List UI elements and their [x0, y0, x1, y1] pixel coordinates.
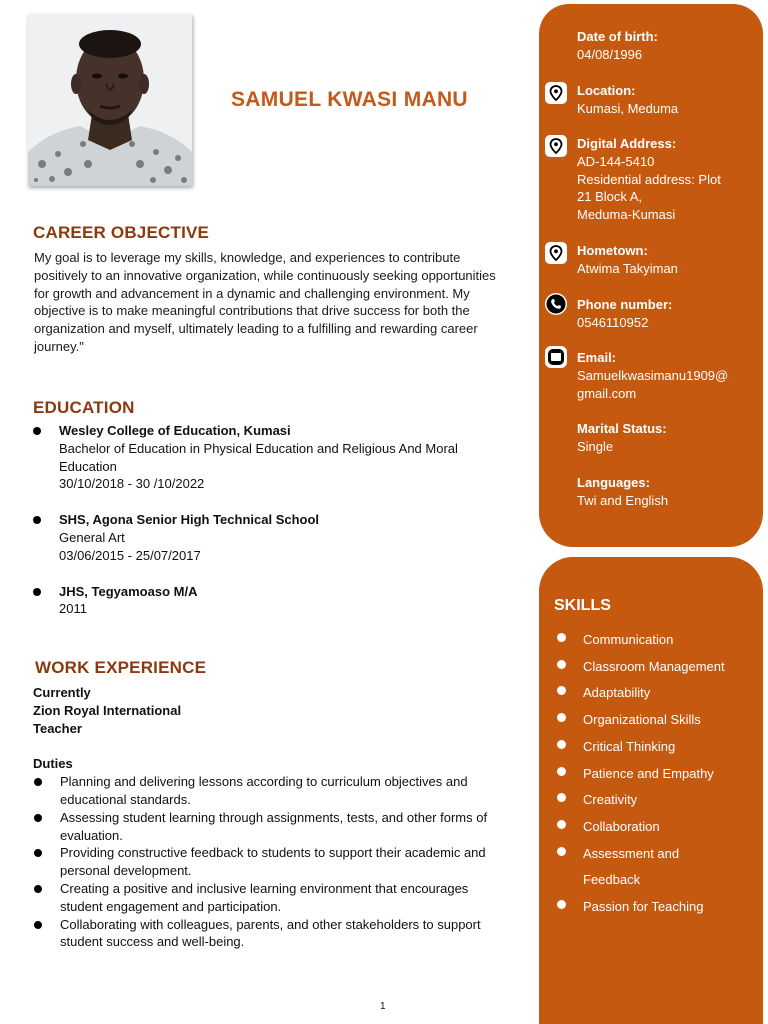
skill-item: Assessment and: [556, 841, 756, 868]
phone-icon: [545, 293, 567, 315]
candidate-name: SAMUEL KWASI MANU: [231, 88, 468, 111]
bullet-icon: [557, 767, 566, 776]
work-employer: Zion Royal International: [33, 702, 182, 718]
work-experience: [33, 684, 513, 951]
school-detail: General Art: [59, 529, 125, 545]
duty-item: Assessing student learning through assignments, tests, and other forms of evaluation.: [33, 809, 513, 845]
dob-value: 04/08/1996: [577, 46, 643, 62]
work-role: Teacher: [33, 720, 82, 736]
school-name: SHS, Agona Senior High Technical School: [59, 512, 320, 528]
marital-label: Marital Status:: [577, 421, 667, 436]
skill-item: Communication: [556, 627, 756, 654]
bullet-icon: [557, 686, 566, 695]
education-heading: EDUCATION: [33, 398, 135, 417]
marital-block: [577, 420, 763, 456]
education-item: [33, 583, 513, 619]
education-item: [33, 422, 513, 493]
career-objective-text: My goal is to leverage my skills, knowledge, and experiences to contribute positively to an innovative organization, while continuously seeking opportunities for growth and advancement in a dynamic and challenging environment. My objective is to make meaningful contributions that drive success for both the organization and myself, ultimately leading to a fulfilling and rewarding career journey.": [34, 250, 496, 354]
bullet-icon: [34, 885, 42, 893]
work-experience-heading: WORK EXPERIENCE: [35, 658, 207, 677]
bullet-icon: [557, 793, 566, 802]
school-name: Wesley College of Education, Kumasi: [59, 423, 291, 438]
location-block: [577, 82, 763, 118]
bullet-icon: [34, 814, 42, 822]
bullet-icon: [557, 847, 566, 856]
skills-list: [556, 627, 756, 921]
location-value: Kumasi, Meduma: [577, 100, 679, 116]
skills-heading: SKILLS: [554, 597, 611, 614]
skill-item: Adaptability: [556, 680, 756, 707]
phone-block: [577, 296, 763, 332]
hometown-block: [577, 242, 763, 278]
school-dates: 2011: [59, 601, 87, 617]
skill-item-cont: Feedback: [583, 872, 641, 888]
bullet-icon: [557, 820, 566, 829]
duty-item: Planning and delivering lessons according to curriculum objectives and educational standards.: [33, 773, 513, 809]
phone-value: 0546110952: [577, 314, 649, 330]
hometown-label: Hometown:: [577, 243, 648, 258]
profile-photo: [28, 14, 192, 186]
email-block: [577, 349, 763, 402]
hometown-value: Atwima Takyiman: [577, 260, 678, 276]
duty-item: Creating a positive and inclusive learning environment that encourages student engagement and participation.: [33, 880, 513, 916]
digital-address-block: [577, 135, 763, 224]
bullet-icon: [557, 740, 566, 749]
location-pin-icon: [545, 82, 567, 104]
duty-item: Collaborating with colleagues, parents, and other stakeholders to support student success and well-being.: [33, 916, 513, 952]
skill-item: Critical Thinking: [556, 734, 756, 761]
digital-address-value: AD-144-5410: [577, 153, 655, 169]
skill-item: Classroom Management: [556, 654, 756, 681]
residential-address-line: 21 Block A,: [577, 189, 643, 205]
dob-block: [577, 28, 763, 64]
bullet-icon: [557, 633, 566, 642]
bullet-icon: [33, 427, 41, 435]
dob-label: Date of birth:: [577, 29, 658, 44]
bullet-icon: [33, 588, 41, 596]
bullet-icon: [34, 778, 42, 786]
bullet-icon: [34, 849, 42, 857]
email-icon: [545, 346, 567, 368]
career-objective-heading: CAREER OBJECTIVE: [33, 223, 210, 242]
languages-label: Languages:: [577, 475, 650, 490]
duty-item: Providing constructive feedback to students to support their academic and personal development.: [33, 844, 513, 880]
school-dates: 03/06/2015 - 25/07/2017: [59, 547, 201, 563]
school-dates: 30/10/2018 - 30 /10/2022: [59, 476, 205, 492]
school-name: JHS, Tegyamoaso M/A: [59, 583, 198, 599]
email-value-cont: gmail.com: [577, 385, 637, 401]
phone-label: Phone number:: [577, 297, 673, 312]
education-item: [33, 511, 513, 564]
skill-item: Patience and Empathy: [556, 761, 756, 788]
duties-list: [33, 773, 513, 951]
bullet-icon: [557, 900, 566, 909]
hometown-pin-icon: [545, 242, 567, 264]
email-value: Samuelkwasimanu1909@: [577, 367, 729, 383]
skill-item: Creativity: [556, 787, 756, 814]
school-detail: Bachelor of Education in Physical Education and Religious And Moral Education: [59, 440, 458, 474]
email-label: Email:: [577, 350, 617, 365]
marital-value: Single: [577, 438, 614, 454]
bullet-icon: [557, 713, 566, 722]
digital-address-label: Digital Address:: [577, 136, 677, 151]
residential-address-line: Residential address: Plot: [577, 171, 721, 187]
skill-item: Organizational Skills: [556, 707, 756, 734]
skill-item: Passion for Teaching: [556, 894, 756, 921]
languages-block: [577, 474, 763, 510]
bullet-icon: [34, 921, 42, 929]
work-status: Currently: [33, 685, 91, 700]
languages-value: Twi and English: [577, 492, 669, 508]
duties-heading: Duties: [33, 756, 73, 772]
map-pin-icon: [545, 135, 567, 157]
residential-address-line: Meduma-Kumasi: [577, 207, 676, 223]
education-list: [33, 422, 513, 636]
page-number: 1: [380, 1001, 386, 1012]
skill-item: Collaboration: [556, 814, 756, 841]
bullet-icon: [33, 516, 41, 524]
location-label: Location:: [577, 83, 636, 98]
bullet-icon: [557, 660, 566, 669]
